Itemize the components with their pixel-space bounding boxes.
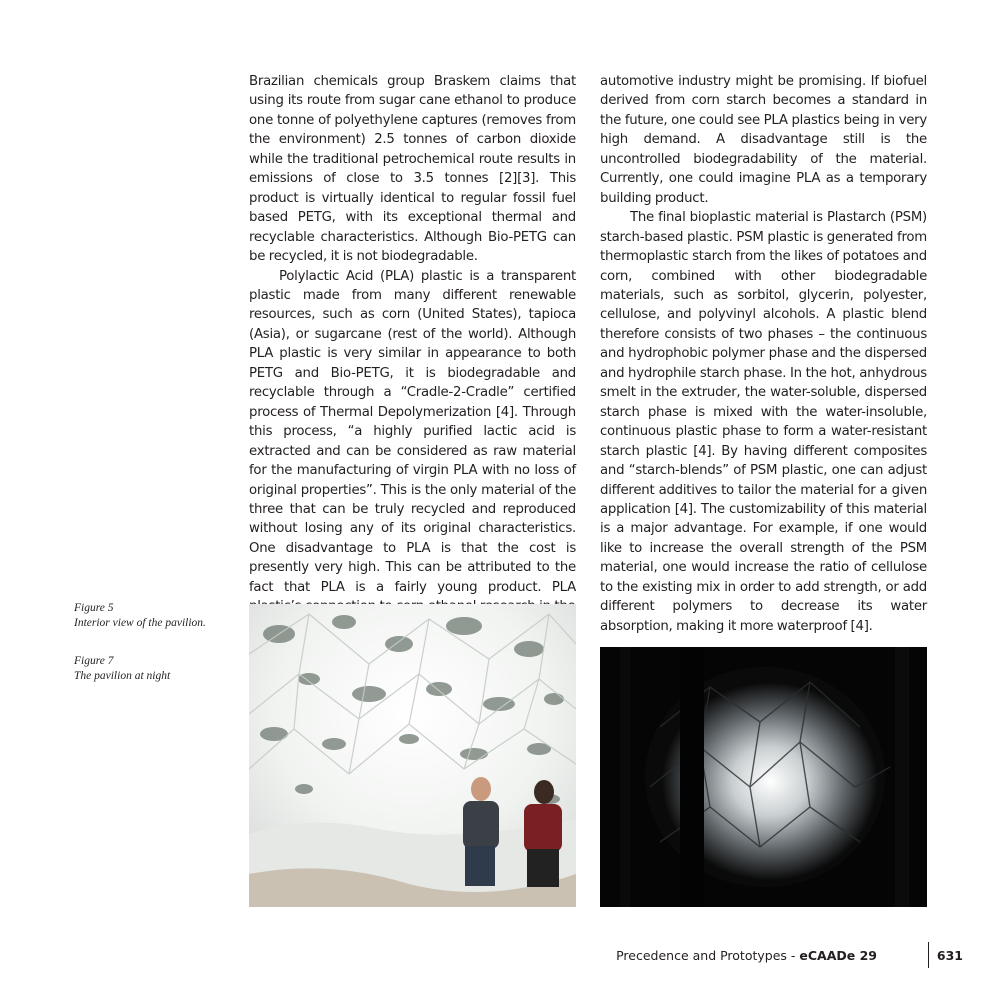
figure-7-text: The pavilion at night [74, 670, 171, 682]
night-pavilion-photo [600, 647, 927, 907]
paragraph: Brazilian chemicals group Braskem claims that using its route from sugar cane ethanol to produce one tonne of polyethylene captures (removes from the environment) 2.5 tonnes of carbon dioxide while the traditional petrochemical route results in emissions of close to 3.5 tonnes [2][3]. This product is virtually identical to regular fossil fuel based PETG, with its exceptional thermal and recyclable characteristics. Although Bio-PETG can be recycled, it is not biodegradable. [249, 74, 576, 265]
interior-pavilion-photo [249, 604, 576, 907]
running-head [616, 948, 877, 963]
figure-7-label: Figure 7 [74, 655, 114, 667]
figure-5-label: Figure 5 [74, 602, 114, 614]
figure-5-caption [74, 601, 244, 631]
running-head-conference: eCAADe 29 [799, 948, 877, 963]
paragraph: automotive industry might be promising. If biofuel derived from corn starch becomes a standard in the future, one could see PLA plastics being in very high demand. A disadvantage still is the uncontrolled biodegradability of the material. Currently, one could imagine PLA as a temporary building product. [600, 74, 927, 206]
text-column-left [249, 72, 576, 617]
page-number: 631 [936, 948, 963, 963]
footer-divider [928, 942, 930, 968]
text-column-right [600, 72, 927, 636]
figure-7-caption [74, 654, 244, 684]
paragraph: Polylactic Acid (PLA) plastic is a transparent plastic made from many different renewable resources, such as corn (United States), tapioca (Asia), or sugarcane (rest of the world). Although PLA plastic is very similar in appearance to both PETG and Bio-PETG, it is biodegradable and recyclable through a “Cradle-2-Cradle” certified process of Thermal Depolymerization [4]. Through this process, “a highly purified lactic acid is extracted and can be considered as raw material for the manufacturing of virgin PLA with no loss of original properties”. This is the only material of the three that can be truly recycled and reproduced without losing any of its original characteristics. One disadvantage to PLA is that the cost is presently very high. This can be attributed to the fact that PLA is a fairly young product. PLA [249, 268, 576, 595]
running-head-section: Precedence and Prototypes - [616, 948, 800, 963]
figure-5-text: Interior view of the pavilion. [74, 617, 206, 629]
page-footer [560, 946, 965, 968]
paragraph: The final bioplastic material is Plastarch (PSM) starch-based plastic. PSM plastic is generated from thermoplastic starch from the likes of potatoes and corn, combined with other biodegradable materials, such as sorbitol, glycerin, polyester, cellulose, and polyvinyl alcohols. A plastic blend therefore consists of two phases – the continuous and hydrophobic polymer phase and the dispersed and hydrophile starch phase. In the hot, anhydrous smelt in the extruder, the water-soluble, dispersed starch phase is mixed with the water-insoluble, continuous plastic phase to form a water-resistant starch plastic [4]. By having different composites and “starch-blends” of PSM plastic, one can adjust different additives to tailor the material for a given application [4]. The customizability of this material is a major advantage. For example, if one would like to increase the overall strength of the PSM material, one would increase the ratio of cellulose to the existing mix in order to add strength, or add different polymers to decrease its water absorption, making it more waterproof [4]. [600, 210, 927, 634]
